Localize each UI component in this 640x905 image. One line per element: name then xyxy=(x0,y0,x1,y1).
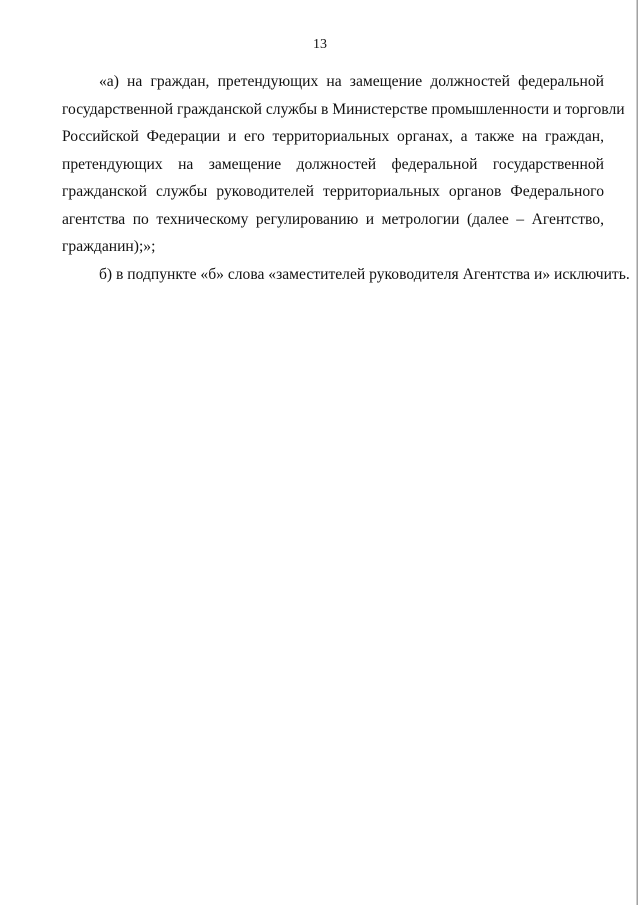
paragraph-a-line-3: Российской Федерации и его территориальных органах, а также на граждан, xyxy=(62,128,604,145)
paragraph-a-line-1: «а) на граждан, претендующих на замещение должностей федеральной xyxy=(99,73,604,90)
paragraph-a-line-6: агентства по техническому регулированию и метрологии (далее – Агентство, xyxy=(62,210,604,228)
paragraph-a-line-7: гражданин);»; xyxy=(62,238,156,255)
paragraph-a-line-4: претендующих на замещение должностей федеральной государственной xyxy=(62,155,604,173)
paragraph-b: б) в подпункте «б» слова «заместителей руководителя Агентства и» исключить. xyxy=(99,265,630,283)
page-number: 13 xyxy=(313,37,327,52)
paragraph-a-line-2: государственной гражданской службы в Министерстве промышленности и торговли xyxy=(62,100,625,118)
paragraph-a xyxy=(62,68,625,261)
scan-edge xyxy=(636,0,638,905)
document-body xyxy=(62,68,630,288)
paragraph-a-line-5: гражданской службы руководителей территориальных органов Федерального xyxy=(62,183,604,200)
